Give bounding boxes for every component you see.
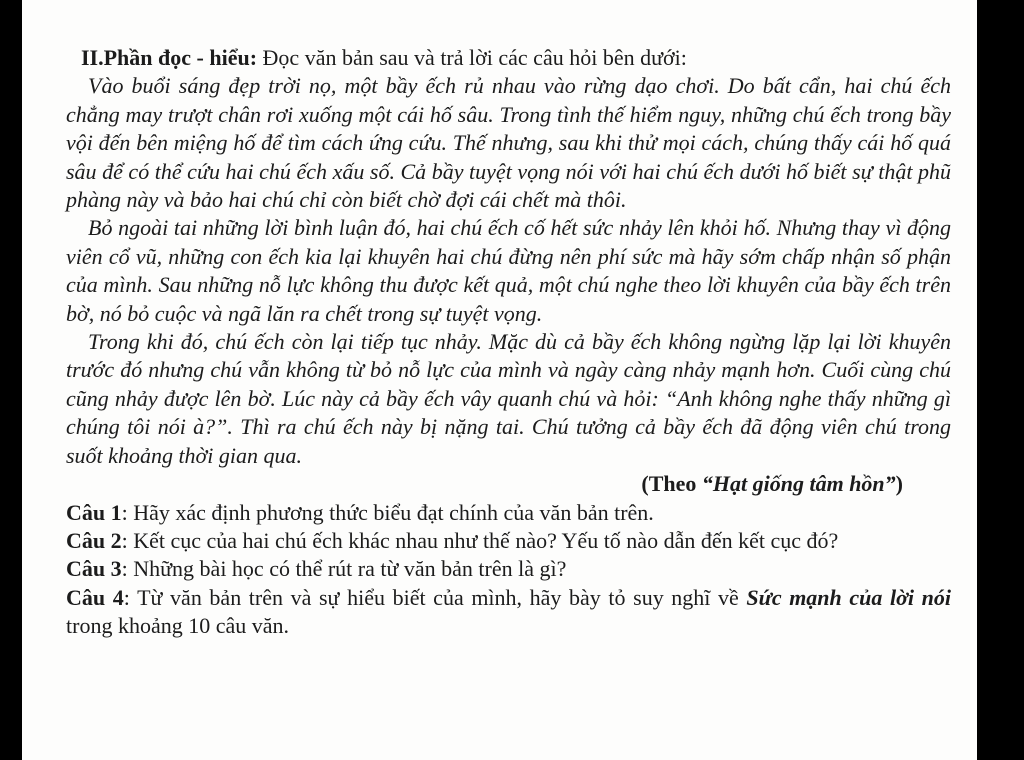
question-4 [66,584,951,641]
attribution-suffix: ) [895,471,903,497]
question-4-text-after: trong khoảng 10 câu văn. [66,613,289,639]
question-4-text-before: : Từ văn bản trên và sự hiểu biết của mình, hãy bày tỏ suy nghĩ về [123,584,747,610]
question-2-text: : Kết cục của hai chú ếch khác nhau như thế nào? Yếu tố nào dẫn đến kết cục đó? [121,527,839,553]
question-1-text: : Hãy xác định phương thức biểu đạt chính của văn bản trên. [121,499,654,525]
question-1-label: Câu 1 [66,499,122,525]
passage-paragraph-3: Trong khi đó, chú ếch còn lại tiếp tục nhảy. Mặc dù cả bầy ếch không ngừng lặp lại lời khuyên trước đó nhưng chú vẫn không từ bỏ nỗ lực của mình và ngày càng nhảy mạnh hơn. Cuối cùng chú cũng nhảy được lên bờ. Lúc này cả bầy ếch vây quanh chú và hỏi: “Anh không nghe thấy những gì chúng tôi nói à?”. Thì ra chú ếch này bị nặng tai. Chú tưởng cả bầy ếch đã động viên chú trong suốt khoảng thời gian qua. [66,329,951,468]
question-2-label: Câu 2 [66,527,122,553]
attribution-prefix: (Theo [641,471,702,497]
question-3-label: Câu 3 [66,556,122,582]
passage-paragraph-1: Vào buổi sáng đẹp trời nọ, một bầy ếch rủ nhau vào rừng dạo chơi. Do bất cẩn, hai chú ếch chẳng may trượt chân rơi xuống một cái hố sâu. Trong tình thế hiểm nguy, những chú ếch trong bầy vội đến bên miệng hố để tìm cách ứng cứu. Thế nhưng, sau khi thử mọi cách, chúng thấy cái hố quá sâu để có thể cứu hai chú ếch xấu số. Cả bầy tuyệt vọng nói với hai chú ếch dưới hố biết sự thật phũ phàng này và bảo hai chú chỉ còn biết chờ đợi cái chết mà thôi. [66,73,951,213]
question-1 [66,499,951,527]
source-attribution [66,470,951,498]
section-heading-instruction: Đọc văn bản sau và trả lời các câu hỏi bên dưới: [257,45,687,70]
passage-paragraph-2: Bỏ ngoài tai những lời bình luận đó, hai chú ếch cố hết sức nhảy lên khỏi hố. Nhưng thay vì động viên cổ vũ, những con ếch kia lại khuyên hai chú đừng nên phí sức mà hãy sớm chấp nhận số phận của mình. Sau những nỗ lực không thu được kết quả, một chú nghe theo lời khuyên của bầy ếch trên bờ, nó bỏ cuộc và ngã lăn ra chết trong sự tuyệt vọng. [66,215,951,326]
section-heading-label: II.Phần đọc - hiểu: [81,45,258,70]
attribution-book-title: “Hạt giống tâm hồn” [701,471,896,497]
question-3 [66,555,951,583]
question-2 [66,527,951,555]
question-3-text: : Những bài học có thể rút ra từ văn bản trên là gì? [121,556,567,582]
document-page [22,0,977,760]
question-4-label: Câu 4 [66,584,124,610]
section-heading [66,44,951,72]
question-4-emphasis: Sức mạnh của lời nói [746,584,951,610]
